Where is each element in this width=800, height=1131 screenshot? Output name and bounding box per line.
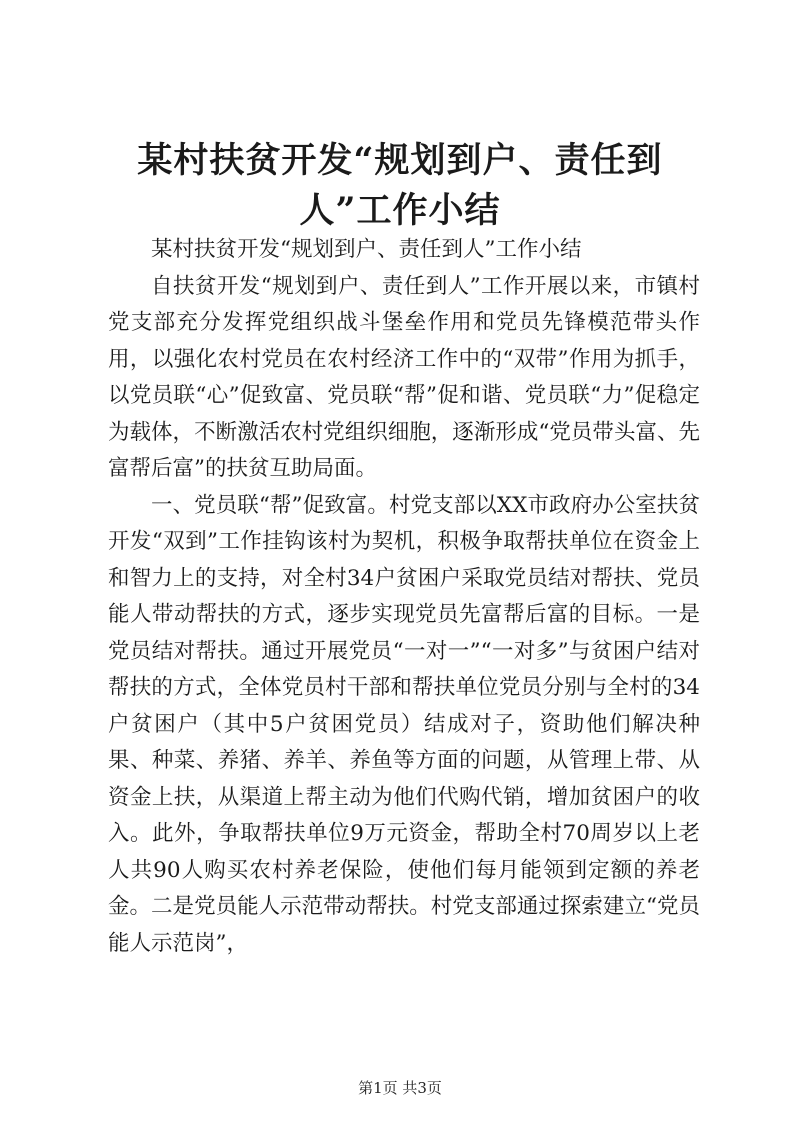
page-number-footer: 第1页 共3页 xyxy=(358,1079,442,1097)
subtitle-paragraph: 某村扶贫开发“规划到户、责任到人”工作小结 xyxy=(151,237,582,262)
document-body xyxy=(108,232,700,962)
intro-paragraph: 自扶贫开发“规划到户、责任到人”工作开展以来，市镇村党支部充分发挥党组织战斗堡垒作用和党员先锋模范带头作用，以强化农村党员在农村经济工作中的“双带”作用为抓手，以党员联“心”促致富、党员联“帮”促和谐、党员联“力”促稳定为载体，不断激活农村党组织细胞，逐渐形成“党员带头富、先富帮后富”的扶贫互助局面。 xyxy=(108,273,700,481)
document-title: 某村扶贫开发“规划到户、责任到人”工作小结 xyxy=(137,140,663,231)
section-one-paragraph: 一、党员联“帮”促致富。村党支部以XX市政府办公室扶贫开发“双到”工作挂钩该村为契机，积极争取帮扶单位在资金上和智力上的支持，对全村34户贫困户采取党员结对帮扶、党员能人带动帮扶的方式，逐步实现党员先富帮后富的目标。一是党员结对帮扶。通过开展党员“一对一”“一对多”与贫困户结对帮扶的方式，全体党员村干部和帮扶单位党员分别与全村的34户贫困户（其中5户贫困党员）结成对子，资助他们解决种果、种菜、养猪、养羊、养鱼等方面的问题，从管理上带、从资金上扶，从渠道上帮主动为他们代购代销，增加贫困户的收入。此外，争取帮扶单位9万元资金，帮助全村70周岁以上老人共90人购买农村养老保险，使他们每月能领到定额的养老金。二是党员能人示范带动帮扶。村党支部通过探索建立“党员能人示范岗”， xyxy=(108,492,700,956)
